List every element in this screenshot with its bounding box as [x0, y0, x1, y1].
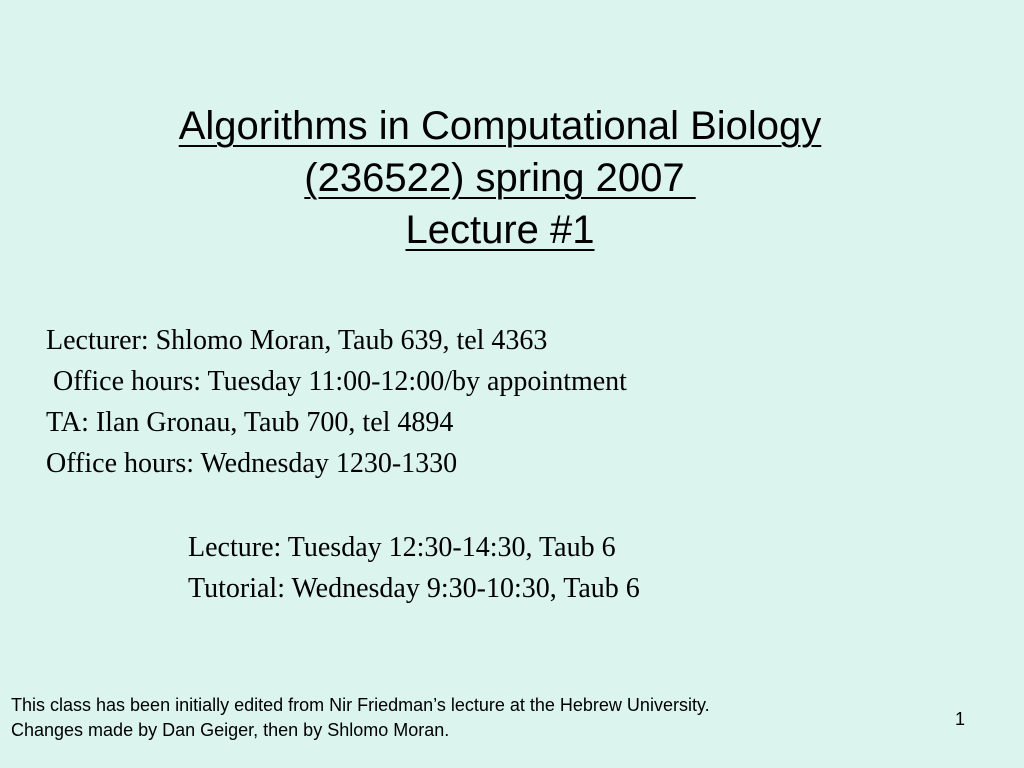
lecturer-office-hours: Office hours: Tuesday 11:00-12:00/by appointment	[46, 366, 627, 397]
ta-office-hours: Office hours: Wednesday 1230-1330	[46, 448, 458, 479]
footer-note	[11, 693, 710, 743]
class-schedule	[188, 527, 640, 609]
staff-info	[46, 320, 627, 484]
footer-line-changes: Changes made by Dan Geiger, then by Shlomo Moran.	[11, 720, 450, 740]
lecture-time: Lecture: Tuesday 12:30-14:30, Taub 6	[188, 532, 616, 563]
slide-title	[0, 100, 1000, 256]
footer-line-origin: This class has been initially edited from Nir Friedman’s lecture at the Hebrew University.	[11, 695, 710, 715]
ta-line: TA: Ilan Gronau, Taub 700, tel 4894	[46, 407, 454, 438]
title-line-course: Algorithms in Computational Biology	[178, 104, 822, 148]
title-line-term: (236522) spring 2007	[304, 156, 696, 200]
title-line-lecture: Lecture #1	[405, 208, 595, 252]
page-number: 1	[954, 709, 965, 729]
tutorial-time: Tutorial: Wednesday 9:30-10:30, Taub 6	[188, 573, 640, 604]
lecturer-line: Lecturer: Shlomo Moran, Taub 639, tel 4363	[46, 325, 548, 356]
